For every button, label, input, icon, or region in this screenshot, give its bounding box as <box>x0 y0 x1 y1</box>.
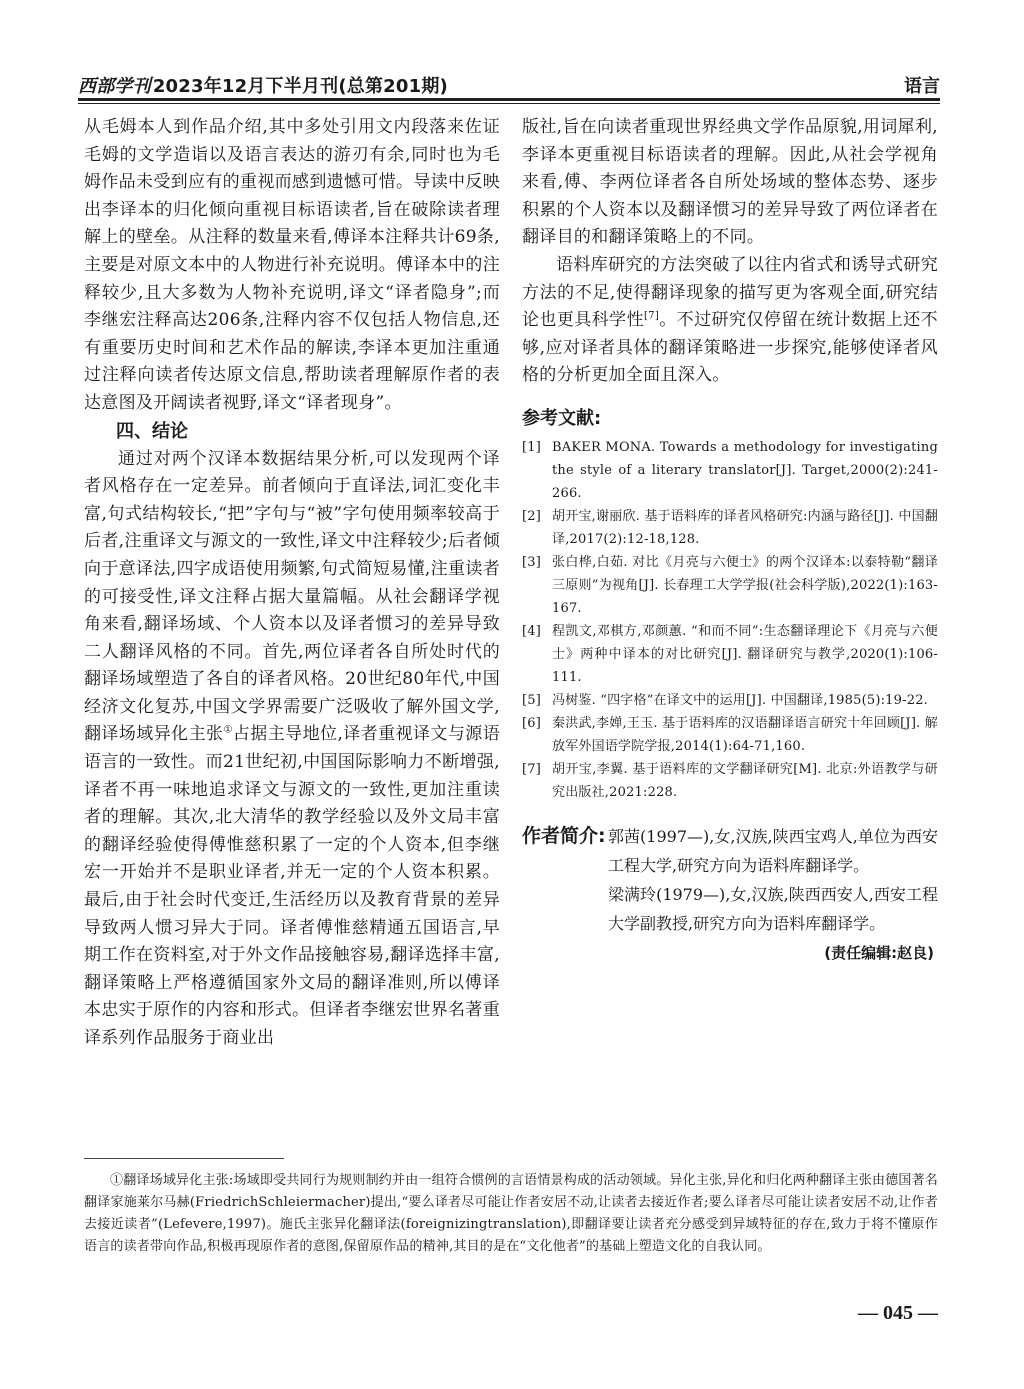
reference-number: [6] <box>522 715 542 731</box>
corpus-paragraph <box>522 252 938 390</box>
page-header <box>78 68 940 98</box>
reference-text: 胡开宝,谢丽欣. 基于语料库的译者风格研究:内涵与路径[J]. 中国翻译,2017(2):12-18,128. <box>552 508 938 547</box>
reference-number: [3] <box>522 554 542 570</box>
reference-number: [1] <box>522 439 542 455</box>
issue-info: 2023年12月下半月刊(总第201期) <box>152 76 448 97</box>
reference-number: [7] <box>522 761 542 777</box>
section-heading: 四、结论 <box>116 420 188 442</box>
footnote: ①翻译场域异化主张:场域即受共同行为规则制约并由一组符合惯例的言语情景构成的活动领域。异化主张,异化和归化两种翻译主张由德国著名翻译家施莱尔马赫(FriedrichSchleiermacher)提出,“要么译者尽可能让作者安居不动,让读者去接近作者;要么译者尽可能让读者安居不动,让作者去接近读者”(Lefevere,1997)。施氏主张异化翻译法(foreignizingtranslation),即翻译要让读者充分感受到异域特征的存在,致力于将不懂原作语言的读者带向作品,积极再现原作者的意图,保留原作品的精神,其目的是在“文化他者”的基础上塑造文化的自我认同。 <box>84 1173 938 1254</box>
reference-text: 冯树鉴. “四字格”在译文中的运用[J]. 中国翻译,1985(5):19-22. <box>552 692 928 708</box>
reference-text: 张白桦,白茹. 对比《月亮与六便士》的两个汉译本:以泰特勒“翻译三原则”为视角[J]. 长春理工大学学报(社会科学版),2022(1):163-167. <box>552 554 938 616</box>
header-rule-thin <box>78 103 940 104</box>
reference-text: 胡开宝,李翼. 基于语料库的文学翻译研究[M]. 北京:外语教学与研究出版社,2021:228. <box>552 761 938 800</box>
reference-item <box>522 689 938 712</box>
journal-title <box>78 72 448 98</box>
left-column <box>84 114 500 1053</box>
conclusion-paragraph <box>84 446 500 1053</box>
page-number: — 045 — <box>858 1302 938 1324</box>
references-heading: 参考文献: <box>522 407 602 429</box>
section-label: 语言 <box>904 76 940 97</box>
reference-item <box>522 551 938 620</box>
corpus-text: 语料库研究的方法突破了以往内省式和诱导式研究方法的不足,使得翻译现象的描写更为客观全面,研究结论也更具科学性 <box>522 254 938 331</box>
reference-text: 秦洪武,李婵,王玉. 基于语料库的汉语翻译语言研究十年回顾[J]. 解放军外国语学院学报,2014(1):64-71,160. <box>552 715 938 754</box>
author-entries <box>608 822 938 938</box>
reference-list <box>522 436 938 804</box>
body-paragraph: 从毛姆本人到作品介绍,其中多处引用文内段落来佐证毛姆的文学造诣以及语言表达的游刃有余,同时也为毛姆作品未受到应有的重视而感到遗憾可惜。导读中反映出李译本的归化倾向重视目标语读者,旨在破除读者理解上的壁垒。从注释的数量来看,傅译本注释共计69条,主要是对原文本中的人物进行补充说明。傅译本中的注释较少,且大多数为人物补充说明,译文“译者隐身”;而李继宏注释高达206条,注释内容不仅包括人物信息,还有重要历史时间和艺术作品的解读,李译本更加注重通过注释向读者传达原文信息,帮助读者理解原作者的表达意图及开阔读者视野,译文“译者现身”。 <box>84 117 500 413</box>
footnote-rule <box>84 1158 284 1159</box>
reference-item <box>522 436 938 505</box>
author-entry: 郭茜(1997—),女,汉族,陕西宝鸡人,单位为西安工程大学,研究方向为语料库翻译学。 <box>608 826 938 875</box>
author-entry: 梁满玲(1979—),女,汉族,陕西西安人,西安工程大学副教授,研究方向为语料库翻译学。 <box>608 884 938 933</box>
footnote-marker[interactable]: ① <box>223 724 233 736</box>
reference-number: [5] <box>522 692 542 708</box>
author-bio <box>522 822 938 938</box>
body-paragraph: 版社,旨在向读者重现世界经典文学作品原貌,用词犀利,李译本更重视目标语读者的理解。因此,从社会学视角来看,傅、李两位译者各自所处场域的整体态势、逐步积累的个人资本以及翻译惯习的差异导致了两位译者在翻译目的和翻译策略上的不同。 <box>522 117 938 248</box>
reference-item <box>522 505 938 551</box>
conclusion-text-rest: 占据主导地位,译者重视译文与源语语言的一致性。而21世纪初,中国国际影响力不断增强,译者不再一味地追求译文与源文的一致性,更加注重读者的理解。其次,北大清华的教学经验以及外文局丰富的翻译经验使得傅惟慈积累了一定的个人资本,但李继宏一开始并不是职业译者,并无一定的个人资本积累。最后,由于社会时代变迁,生活经历以及教育背景的差异导致两人惯习异大于同。译者傅惟慈精通五国语言,早期工作在资料室,对于外文作品接触容易,翻译选择丰富,翻译策略上严格遵循国家外文局的翻译准则,所以傅译本忠实于原作的内容和形式。但译者李继宏世界名著重译系列作品服务于商业出 <box>84 724 501 1048</box>
right-column <box>522 114 938 963</box>
reference-item <box>522 620 938 689</box>
reference-text: 程凯文,邓棋方,邓颜蕙. “和而不同”:生态翻译理论下《月亮与六便士》两种中译本的对比研究[J]. 翻译研究与教学,2020(1):106-111. <box>552 623 938 685</box>
journal-logo: 西部学刊 <box>78 76 151 97</box>
reference-number: [4] <box>522 623 542 639</box>
reference-text: BAKER MONA. Towards a methodology for investigating the style of a literary translator[J]. Target,2000(2):241-266. <box>552 439 938 501</box>
corpus-text-rest: 。不过研究仅停留在统计数据上还不够,应对译者具体的翻译策略进一步探究,能够使译者风格的分析更加全面且深入。 <box>522 310 938 386</box>
header-rule <box>78 98 940 101</box>
reference-item <box>522 758 938 804</box>
author-bio-label: 作者简介: <box>522 824 606 847</box>
reference-number: [2] <box>522 508 542 524</box>
reference-item <box>522 712 938 758</box>
citation-marker[interactable]: [7] <box>644 310 660 322</box>
conclusion-text: 通过对两个汉译本数据结果分析,可以发现两个译者风格存在一定差异。前者倾向于直译法,词汇变化丰富,句式结构较长,“把”字句与“被”字句使用频率较高于后者,注重译文与源文的一致性,译文中注释较少;后者倾向于意译法,四字成语使用频繁,句式简短易懂,注重读者的可接受性,译文注释占据大量篇幅。从社会翻译学视角来看,翻译场域、个人资本以及译者惯习的差异导致二人翻译风格的不同。首先,两位译者各自所处时代的翻译场域塑造了各自的译者风格。20世纪80年代,中国经济文化复苏,中国文学界需要广泛吸收了解外国文学,翻译场域异化主张 <box>84 448 500 745</box>
responsible-editor: (责任编辑:赵良) <box>824 943 934 962</box>
